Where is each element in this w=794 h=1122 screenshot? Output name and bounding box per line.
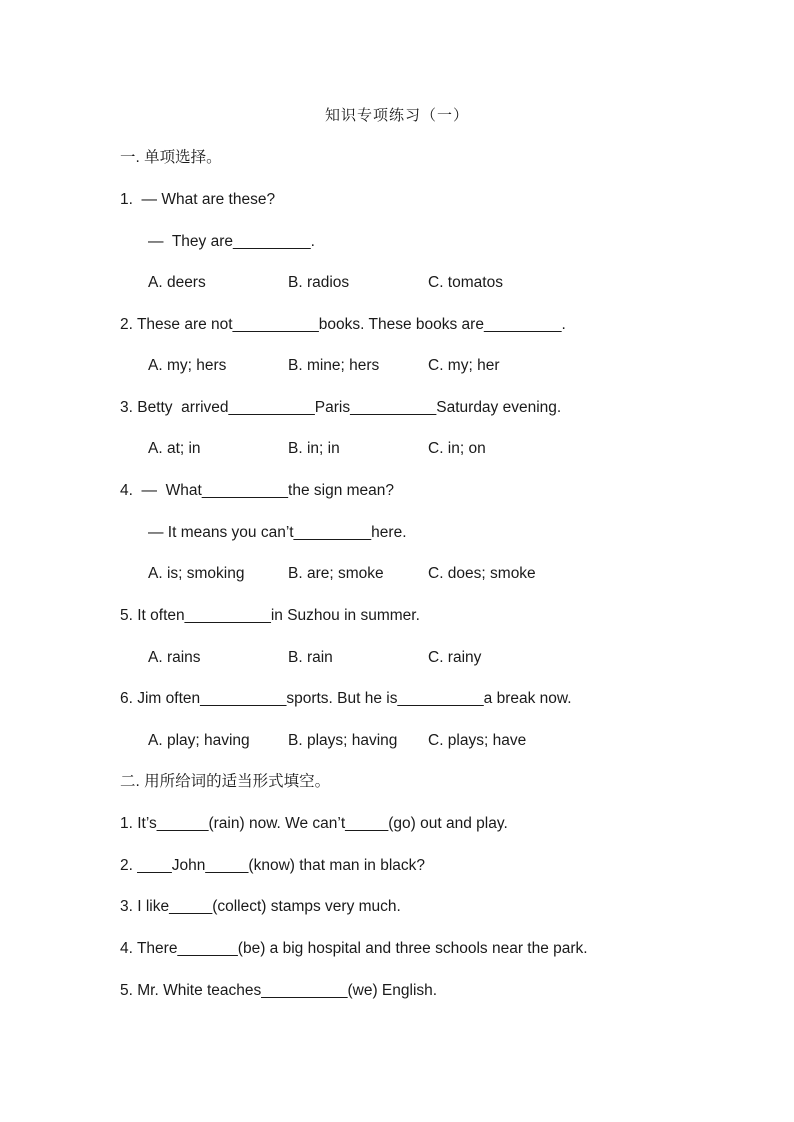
question-3-prompt: 3. Betty arrived__________Paris__________Saturday evening.	[120, 399, 562, 416]
question-6-option-a: A. play; having	[148, 732, 250, 749]
question-3-option-c: C. in; on	[428, 440, 486, 457]
question-1-prompt: 1. — What are these?	[120, 191, 276, 208]
fill-in-item-4: 4. There_______(be) a big hospital and three schools near the park.	[120, 940, 588, 957]
question-2-option-c: C. my; her	[428, 357, 500, 374]
question-6-prompt: 6. Jim often__________sports. But he is__________a break now.	[120, 690, 572, 707]
question-4-option-a: A. is; smoking	[148, 565, 245, 582]
fill-in-item-5: 5. Mr. White teaches__________(we) English.	[120, 982, 438, 999]
question-4-option-b: B. are; smoke	[288, 565, 384, 582]
question-2-option-b: B. mine; hers	[288, 357, 380, 374]
fill-in-item-3: 3. I like_____(collect) stamps very much.	[120, 898, 401, 915]
question-3-option-b: B. in; in	[288, 440, 340, 457]
question-3-option-a: A. at; in	[148, 440, 201, 457]
question-5-option-a: A. rains	[148, 649, 201, 666]
page-title: 知识专项练习（一）	[324, 107, 469, 124]
question-1-option-c: C. tomatos	[428, 274, 503, 291]
question-5-option-c: C. rainy	[428, 649, 482, 666]
question-1-answer-line: — They are_________.	[148, 233, 315, 250]
section-heading-multiple-choice: 一. 单项选择。	[120, 149, 222, 166]
question-2-prompt: 2. These are not__________books. These books are_________.	[120, 316, 566, 333]
question-2-option-a: A. my; hers	[148, 357, 227, 374]
question-4-answer-line: — It means you can’t_________here.	[148, 524, 407, 541]
question-6-option-b: B. plays; having	[288, 732, 398, 749]
question-4-prompt: 4. — What__________the sign mean?	[120, 482, 395, 499]
section-heading-fill-in: 二. 用所给词的适当形式填空。	[120, 773, 331, 790]
fill-in-item-2: 2. ____John_____(know) that man in black?	[120, 857, 426, 874]
fill-in-item-1: 1. It’s______(rain) now. We can’t_____(go) out and play.	[120, 815, 508, 832]
question-5-option-b: B. rain	[288, 649, 333, 666]
question-5-prompt: 5. It often__________in Suzhou in summer.	[120, 607, 420, 624]
question-4-option-c: C. does; smoke	[428, 565, 536, 582]
question-6-option-c: C. plays; have	[428, 732, 527, 749]
question-1-option-a: A. deers	[148, 274, 206, 291]
question-1-option-b: B. radios	[288, 274, 350, 291]
